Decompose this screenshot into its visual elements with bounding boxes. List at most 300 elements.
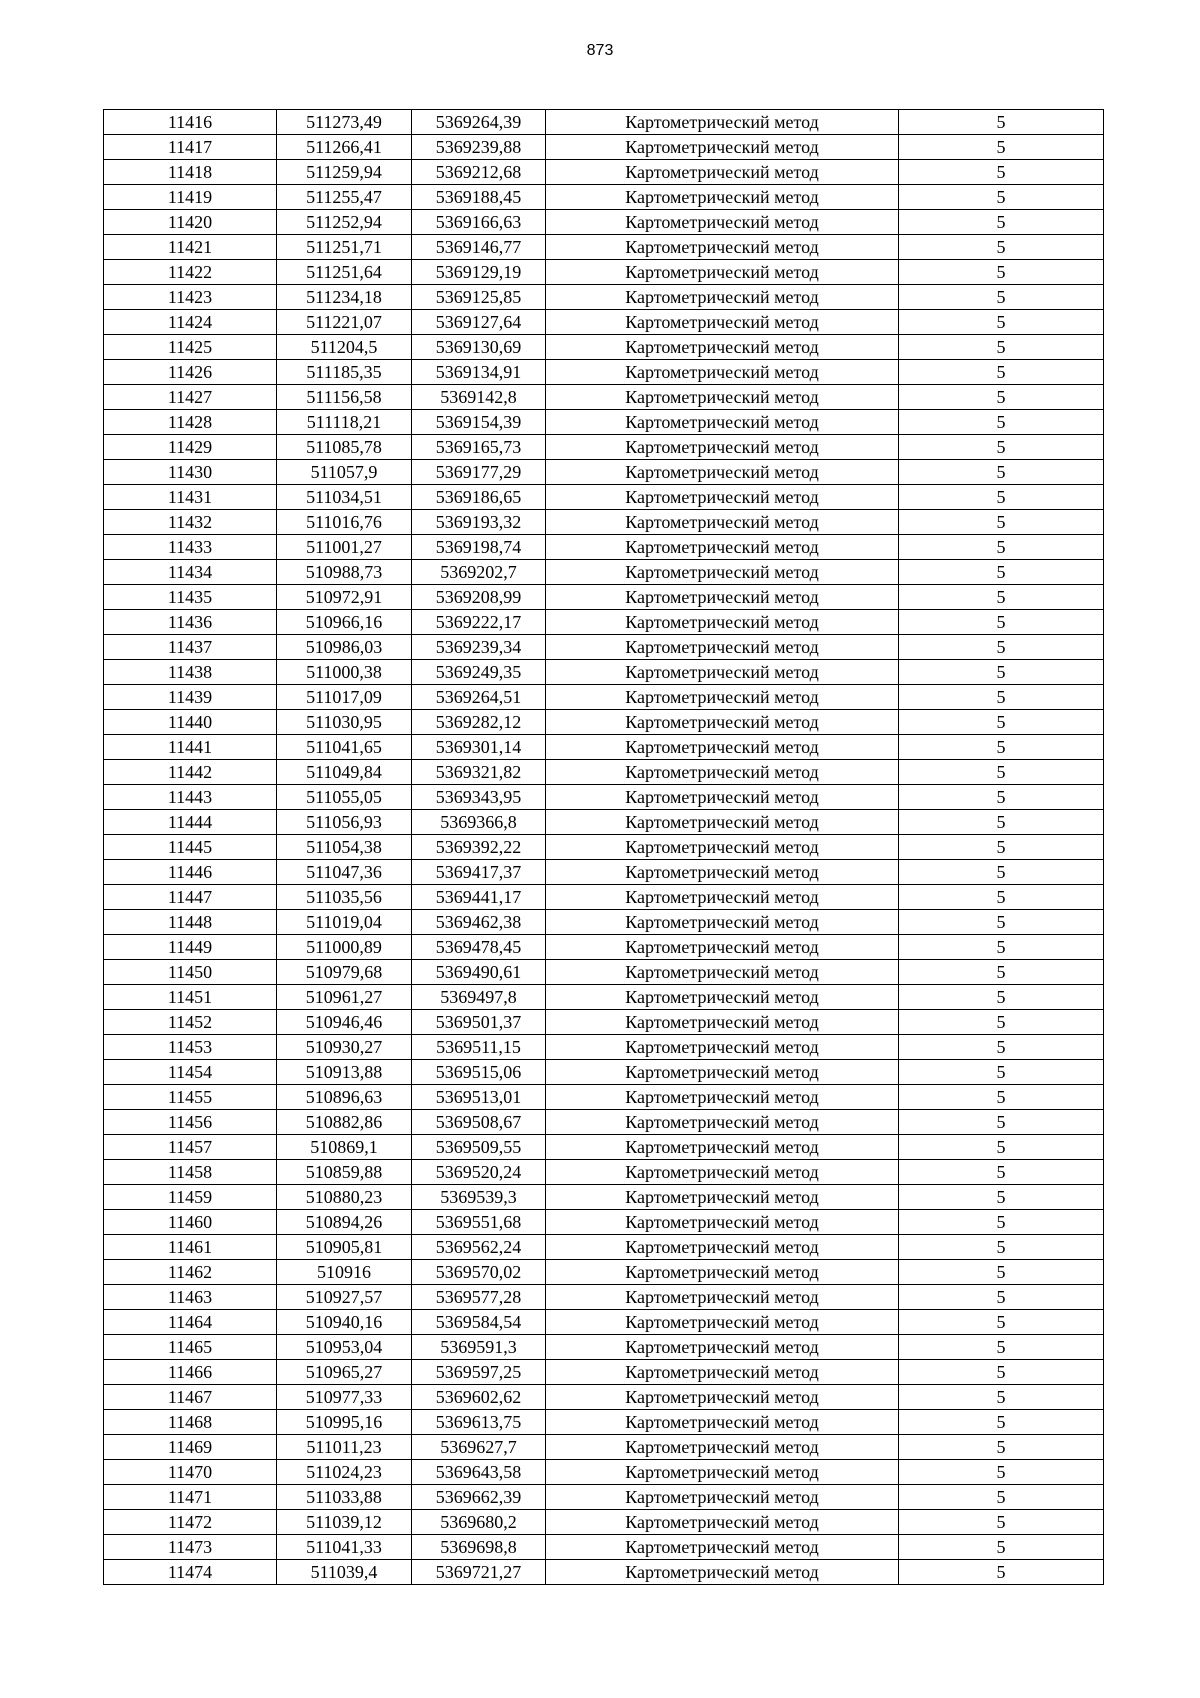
method-cell: Картометрический метод [546, 835, 899, 860]
method-cell: Картометрический метод [546, 1260, 899, 1285]
method-cell: Картометрический метод [546, 1235, 899, 1260]
method-cell: Картометрический метод [546, 710, 899, 735]
accuracy-cell: 5 [899, 635, 1104, 660]
method-cell: Картометрический метод [546, 1010, 899, 1035]
y-coordinate-cell: 5369186,65 [412, 485, 546, 510]
point-number-cell: 11459 [104, 1185, 277, 1210]
x-coordinate-cell: 510896,63 [277, 1085, 412, 1110]
point-number-cell: 11430 [104, 460, 277, 485]
y-coordinate-cell: 5369239,88 [412, 135, 546, 160]
x-coordinate-cell: 511054,38 [277, 835, 412, 860]
table-row [104, 1435, 1104, 1460]
method-cell: Картометрический метод [546, 1460, 899, 1485]
point-number-cell: 11447 [104, 885, 277, 910]
coordinates-table [103, 109, 1104, 1585]
point-number-cell: 11432 [104, 510, 277, 535]
method-cell: Картометрический метод [546, 1435, 899, 1460]
accuracy-cell: 5 [899, 535, 1104, 560]
point-number-cell: 11434 [104, 560, 277, 585]
y-coordinate-cell: 5369627,7 [412, 1435, 546, 1460]
x-coordinate-cell: 510972,91 [277, 585, 412, 610]
x-coordinate-cell: 511000,38 [277, 660, 412, 685]
point-number-cell: 11453 [104, 1035, 277, 1060]
point-number-cell: 11440 [104, 710, 277, 735]
table-row [104, 160, 1104, 185]
x-coordinate-cell: 511016,76 [277, 510, 412, 535]
point-number-cell: 11417 [104, 135, 277, 160]
y-coordinate-cell: 5369392,22 [412, 835, 546, 860]
accuracy-cell: 5 [899, 1410, 1104, 1435]
accuracy-cell: 5 [899, 210, 1104, 235]
table-row [104, 885, 1104, 910]
point-number-cell: 11426 [104, 360, 277, 385]
table-row [104, 610, 1104, 635]
accuracy-cell: 5 [899, 685, 1104, 710]
accuracy-cell: 5 [899, 660, 1104, 685]
y-coordinate-cell: 5369125,85 [412, 285, 546, 310]
y-coordinate-cell: 5369129,19 [412, 260, 546, 285]
y-coordinate-cell: 5369198,74 [412, 535, 546, 560]
y-coordinate-cell: 5369591,3 [412, 1335, 546, 1360]
table-row [104, 910, 1104, 935]
point-number-cell: 11456 [104, 1110, 277, 1135]
y-coordinate-cell: 5369508,67 [412, 1110, 546, 1135]
accuracy-cell: 5 [899, 160, 1104, 185]
point-number-cell: 11461 [104, 1235, 277, 1260]
method-cell: Картометрический метод [546, 1210, 899, 1235]
accuracy-cell: 5 [899, 260, 1104, 285]
x-coordinate-cell: 511056,93 [277, 810, 412, 835]
accuracy-cell: 5 [899, 1035, 1104, 1060]
point-number-cell: 11418 [104, 160, 277, 185]
point-number-cell: 11448 [104, 910, 277, 935]
accuracy-cell: 5 [899, 1010, 1104, 1035]
x-coordinate-cell: 510986,03 [277, 635, 412, 660]
accuracy-cell: 5 [899, 1110, 1104, 1135]
point-number-cell: 11439 [104, 685, 277, 710]
table-row [104, 935, 1104, 960]
method-cell: Картометрический метод [546, 535, 899, 560]
point-number-cell: 11441 [104, 735, 277, 760]
y-coordinate-cell: 5369264,39 [412, 110, 546, 135]
x-coordinate-cell: 510913,88 [277, 1060, 412, 1085]
y-coordinate-cell: 5369130,69 [412, 335, 546, 360]
y-coordinate-cell: 5369509,55 [412, 1135, 546, 1160]
x-coordinate-cell: 511255,47 [277, 185, 412, 210]
y-coordinate-cell: 5369134,91 [412, 360, 546, 385]
table-row [104, 960, 1104, 985]
accuracy-cell: 5 [899, 1385, 1104, 1410]
x-coordinate-cell: 511085,78 [277, 435, 412, 460]
point-number-cell: 11460 [104, 1210, 277, 1235]
y-coordinate-cell: 5369321,82 [412, 760, 546, 785]
y-coordinate-cell: 5369597,25 [412, 1360, 546, 1385]
y-coordinate-cell: 5369343,95 [412, 785, 546, 810]
x-coordinate-cell: 511251,71 [277, 235, 412, 260]
method-cell: Картометрический метод [546, 360, 899, 385]
method-cell: Картометрический метод [546, 1185, 899, 1210]
point-number-cell: 11472 [104, 1510, 277, 1535]
x-coordinate-cell: 511049,84 [277, 760, 412, 785]
table-row [104, 1460, 1104, 1485]
point-number-cell: 11444 [104, 810, 277, 835]
table-row [104, 235, 1104, 260]
accuracy-cell: 5 [899, 1085, 1104, 1110]
x-coordinate-cell: 511019,04 [277, 910, 412, 935]
x-coordinate-cell: 510977,33 [277, 1385, 412, 1410]
y-coordinate-cell: 5369539,3 [412, 1185, 546, 1210]
point-number-cell: 11451 [104, 985, 277, 1010]
method-cell: Картометрический метод [546, 135, 899, 160]
y-coordinate-cell: 5369146,77 [412, 235, 546, 260]
accuracy-cell: 5 [899, 1235, 1104, 1260]
y-coordinate-cell: 5369501,37 [412, 1010, 546, 1035]
point-number-cell: 11473 [104, 1535, 277, 1560]
point-number-cell: 11436 [104, 610, 277, 635]
method-cell: Картометрический метод [546, 610, 899, 635]
table-row [104, 1035, 1104, 1060]
point-number-cell: 11416 [104, 110, 277, 135]
x-coordinate-cell: 511000,89 [277, 935, 412, 960]
table-row [104, 260, 1104, 285]
method-cell: Картометрический метод [546, 1310, 899, 1335]
method-cell: Картометрический метод [546, 385, 899, 410]
table-row [104, 360, 1104, 385]
x-coordinate-cell: 510905,81 [277, 1235, 412, 1260]
method-cell: Картометрический метод [546, 1085, 899, 1110]
point-number-cell: 11462 [104, 1260, 277, 1285]
accuracy-cell: 5 [899, 1060, 1104, 1085]
table-row [104, 810, 1104, 835]
table-row [104, 635, 1104, 660]
y-coordinate-cell: 5369417,37 [412, 860, 546, 885]
method-cell: Картометрический метод [546, 685, 899, 710]
accuracy-cell: 5 [899, 1485, 1104, 1510]
point-number-cell: 11471 [104, 1485, 277, 1510]
method-cell: Картометрический метод [546, 260, 899, 285]
table-row [104, 1560, 1104, 1585]
table-row [104, 335, 1104, 360]
y-coordinate-cell: 5369193,32 [412, 510, 546, 535]
point-number-cell: 11428 [104, 410, 277, 435]
point-number-cell: 11457 [104, 1135, 277, 1160]
x-coordinate-cell: 510953,04 [277, 1335, 412, 1360]
accuracy-cell: 5 [899, 185, 1104, 210]
table-row [104, 785, 1104, 810]
x-coordinate-cell: 510995,16 [277, 1410, 412, 1435]
y-coordinate-cell: 5369127,64 [412, 310, 546, 335]
accuracy-cell: 5 [899, 1210, 1104, 1235]
table-row [104, 535, 1104, 560]
accuracy-cell: 5 [899, 335, 1104, 360]
x-coordinate-cell: 511039,4 [277, 1560, 412, 1585]
accuracy-cell: 5 [899, 385, 1104, 410]
table-row [104, 1210, 1104, 1235]
method-cell: Картометрический метод [546, 185, 899, 210]
accuracy-cell: 5 [899, 435, 1104, 460]
x-coordinate-cell: 510940,16 [277, 1310, 412, 1335]
method-cell: Картометрический метод [546, 1385, 899, 1410]
accuracy-cell: 5 [899, 1460, 1104, 1485]
accuracy-cell: 5 [899, 910, 1104, 935]
table-row [104, 1510, 1104, 1535]
accuracy-cell: 5 [899, 410, 1104, 435]
y-coordinate-cell: 5369249,35 [412, 660, 546, 685]
accuracy-cell: 5 [899, 885, 1104, 910]
point-number-cell: 11474 [104, 1560, 277, 1585]
y-coordinate-cell: 5369166,63 [412, 210, 546, 235]
method-cell: Картометрический метод [546, 1035, 899, 1060]
method-cell: Картометрический метод [546, 1560, 899, 1585]
method-cell: Картометрический метод [546, 1160, 899, 1185]
table-row [104, 760, 1104, 785]
table-row [104, 585, 1104, 610]
y-coordinate-cell: 5369208,99 [412, 585, 546, 610]
table-row [104, 1335, 1104, 1360]
y-coordinate-cell: 5369613,75 [412, 1410, 546, 1435]
x-coordinate-cell: 510859,88 [277, 1160, 412, 1185]
table-row [104, 1110, 1104, 1135]
x-coordinate-cell: 510979,68 [277, 960, 412, 985]
method-cell: Картометрический метод [546, 410, 899, 435]
y-coordinate-cell: 5369511,15 [412, 1035, 546, 1060]
point-number-cell: 11423 [104, 285, 277, 310]
point-number-cell: 11465 [104, 1335, 277, 1360]
x-coordinate-cell: 511030,95 [277, 710, 412, 735]
x-coordinate-cell: 510880,23 [277, 1185, 412, 1210]
accuracy-cell: 5 [899, 810, 1104, 835]
accuracy-cell: 5 [899, 560, 1104, 585]
y-coordinate-cell: 5369721,27 [412, 1560, 546, 1585]
x-coordinate-cell: 510966,16 [277, 610, 412, 635]
accuracy-cell: 5 [899, 135, 1104, 160]
page-number: 873 [586, 42, 614, 59]
point-number-cell: 11437 [104, 635, 277, 660]
x-coordinate-cell: 511057,9 [277, 460, 412, 485]
y-coordinate-cell: 5369462,38 [412, 910, 546, 935]
method-cell: Картометрический метод [546, 1135, 899, 1160]
x-coordinate-cell: 511039,12 [277, 1510, 412, 1535]
accuracy-cell: 5 [899, 760, 1104, 785]
method-cell: Картометрический метод [546, 110, 899, 135]
point-number-cell: 11445 [104, 835, 277, 860]
point-number-cell: 11455 [104, 1085, 277, 1110]
table-row [104, 860, 1104, 885]
table-row [104, 735, 1104, 760]
method-cell: Картометрический метод [546, 585, 899, 610]
table-row [104, 1310, 1104, 1335]
accuracy-cell: 5 [899, 735, 1104, 760]
method-cell: Картометрический метод [546, 285, 899, 310]
y-coordinate-cell: 5369570,02 [412, 1260, 546, 1285]
accuracy-cell: 5 [899, 960, 1104, 985]
accuracy-cell: 5 [899, 310, 1104, 335]
y-coordinate-cell: 5369520,24 [412, 1160, 546, 1185]
x-coordinate-cell: 511011,23 [277, 1435, 412, 1460]
table-row [104, 485, 1104, 510]
x-coordinate-cell: 510894,26 [277, 1210, 412, 1235]
method-cell: Картометрический метод [546, 210, 899, 235]
method-cell: Картометрический метод [546, 910, 899, 935]
y-coordinate-cell: 5369441,17 [412, 885, 546, 910]
y-coordinate-cell: 5369562,24 [412, 1235, 546, 1260]
accuracy-cell: 5 [899, 485, 1104, 510]
y-coordinate-cell: 5369177,29 [412, 460, 546, 485]
accuracy-cell: 5 [899, 1310, 1104, 1335]
point-number-cell: 11464 [104, 1310, 277, 1335]
x-coordinate-cell: 511017,09 [277, 685, 412, 710]
y-coordinate-cell: 5369188,45 [412, 185, 546, 210]
table-row [104, 560, 1104, 585]
table-row [104, 385, 1104, 410]
y-coordinate-cell: 5369282,12 [412, 710, 546, 735]
accuracy-cell: 5 [899, 1260, 1104, 1285]
x-coordinate-cell: 511055,05 [277, 785, 412, 810]
y-coordinate-cell: 5369662,39 [412, 1485, 546, 1510]
accuracy-cell: 5 [899, 985, 1104, 1010]
table-row [104, 285, 1104, 310]
method-cell: Картометрический метод [546, 810, 899, 835]
x-coordinate-cell: 511234,18 [277, 285, 412, 310]
method-cell: Картометрический метод [546, 1510, 899, 1535]
method-cell: Картометрический метод [546, 1060, 899, 1085]
point-number-cell: 11468 [104, 1410, 277, 1435]
x-coordinate-cell: 510961,27 [277, 985, 412, 1010]
method-cell: Картометрический метод [546, 785, 899, 810]
table-row [104, 1260, 1104, 1285]
y-coordinate-cell: 5369154,39 [412, 410, 546, 435]
accuracy-cell: 5 [899, 1560, 1104, 1585]
accuracy-cell: 5 [899, 1135, 1104, 1160]
table-row [104, 1060, 1104, 1085]
x-coordinate-cell: 511041,33 [277, 1535, 412, 1560]
table-row [104, 1235, 1104, 1260]
point-number-cell: 11469 [104, 1435, 277, 1460]
table-row [104, 135, 1104, 160]
x-coordinate-cell: 511204,5 [277, 335, 412, 360]
table-row [104, 835, 1104, 860]
method-cell: Картометрический метод [546, 860, 899, 885]
y-coordinate-cell: 5369584,54 [412, 1310, 546, 1335]
y-coordinate-cell: 5369515,06 [412, 1060, 546, 1085]
point-number-cell: 11443 [104, 785, 277, 810]
y-coordinate-cell: 5369577,28 [412, 1285, 546, 1310]
table-row [104, 710, 1104, 735]
table-row [104, 1385, 1104, 1410]
x-coordinate-cell: 511041,65 [277, 735, 412, 760]
accuracy-cell: 5 [899, 235, 1104, 260]
y-coordinate-cell: 5369264,51 [412, 685, 546, 710]
point-number-cell: 11463 [104, 1285, 277, 1310]
point-number-cell: 11466 [104, 1360, 277, 1385]
point-number-cell: 11454 [104, 1060, 277, 1085]
point-number-cell: 11433 [104, 535, 277, 560]
y-coordinate-cell: 5369165,73 [412, 435, 546, 460]
method-cell: Картометрический метод [546, 960, 899, 985]
point-number-cell: 11438 [104, 660, 277, 685]
x-coordinate-cell: 510930,27 [277, 1035, 412, 1060]
table-row [104, 1085, 1104, 1110]
table-row [104, 685, 1104, 710]
method-cell: Картометрический метод [546, 435, 899, 460]
method-cell: Картометрический метод [546, 1335, 899, 1360]
method-cell: Картометрический метод [546, 1285, 899, 1310]
point-number-cell: 11424 [104, 310, 277, 335]
y-coordinate-cell: 5369698,8 [412, 1535, 546, 1560]
method-cell: Картометрический метод [546, 485, 899, 510]
point-number-cell: 11470 [104, 1460, 277, 1485]
accuracy-cell: 5 [899, 585, 1104, 610]
table-row [104, 1485, 1104, 1510]
accuracy-cell: 5 [899, 460, 1104, 485]
method-cell: Картометрический метод [546, 560, 899, 585]
table-row [104, 210, 1104, 235]
accuracy-cell: 5 [899, 360, 1104, 385]
point-number-cell: 11450 [104, 960, 277, 985]
method-cell: Картометрический метод [546, 735, 899, 760]
x-coordinate-cell: 511033,88 [277, 1485, 412, 1510]
point-number-cell: 11449 [104, 935, 277, 960]
x-coordinate-cell: 511035,56 [277, 885, 412, 910]
table-row [104, 310, 1104, 335]
table-row [104, 660, 1104, 685]
point-number-cell: 11427 [104, 385, 277, 410]
point-number-cell: 11446 [104, 860, 277, 885]
method-cell: Картометрический метод [546, 660, 899, 685]
table-row [104, 435, 1104, 460]
accuracy-cell: 5 [899, 285, 1104, 310]
y-coordinate-cell: 5369680,2 [412, 1510, 546, 1535]
accuracy-cell: 5 [899, 1510, 1104, 1535]
accuracy-cell: 5 [899, 785, 1104, 810]
x-coordinate-cell: 511259,94 [277, 160, 412, 185]
x-coordinate-cell: 511047,36 [277, 860, 412, 885]
x-coordinate-cell: 510946,46 [277, 1010, 412, 1035]
y-coordinate-cell: 5369212,68 [412, 160, 546, 185]
x-coordinate-cell: 510869,1 [277, 1135, 412, 1160]
y-coordinate-cell: 5369551,68 [412, 1210, 546, 1235]
accuracy-cell: 5 [899, 710, 1104, 735]
x-coordinate-cell: 510965,27 [277, 1360, 412, 1385]
point-number-cell: 11431 [104, 485, 277, 510]
accuracy-cell: 5 [899, 835, 1104, 860]
table-row [104, 1010, 1104, 1035]
accuracy-cell: 5 [899, 1335, 1104, 1360]
table-row [104, 1535, 1104, 1560]
table-row [104, 510, 1104, 535]
y-coordinate-cell: 5369602,62 [412, 1385, 546, 1410]
x-coordinate-cell: 511252,94 [277, 210, 412, 235]
method-cell: Картометрический метод [546, 1360, 899, 1385]
point-number-cell: 11429 [104, 435, 277, 460]
table-row [104, 410, 1104, 435]
method-cell: Картометрический метод [546, 760, 899, 785]
x-coordinate-cell: 510882,86 [277, 1110, 412, 1135]
y-coordinate-cell: 5369497,8 [412, 985, 546, 1010]
y-coordinate-cell: 5369239,34 [412, 635, 546, 660]
point-number-cell: 11435 [104, 585, 277, 610]
coordinates-table-body [104, 110, 1104, 1585]
method-cell: Картометрический метод [546, 310, 899, 335]
accuracy-cell: 5 [899, 510, 1104, 535]
x-coordinate-cell: 511024,23 [277, 1460, 412, 1485]
table-row [104, 1360, 1104, 1385]
table-row [104, 110, 1104, 135]
point-number-cell: 11467 [104, 1385, 277, 1410]
x-coordinate-cell: 511273,49 [277, 110, 412, 135]
table-row [104, 1135, 1104, 1160]
accuracy-cell: 5 [899, 1435, 1104, 1460]
